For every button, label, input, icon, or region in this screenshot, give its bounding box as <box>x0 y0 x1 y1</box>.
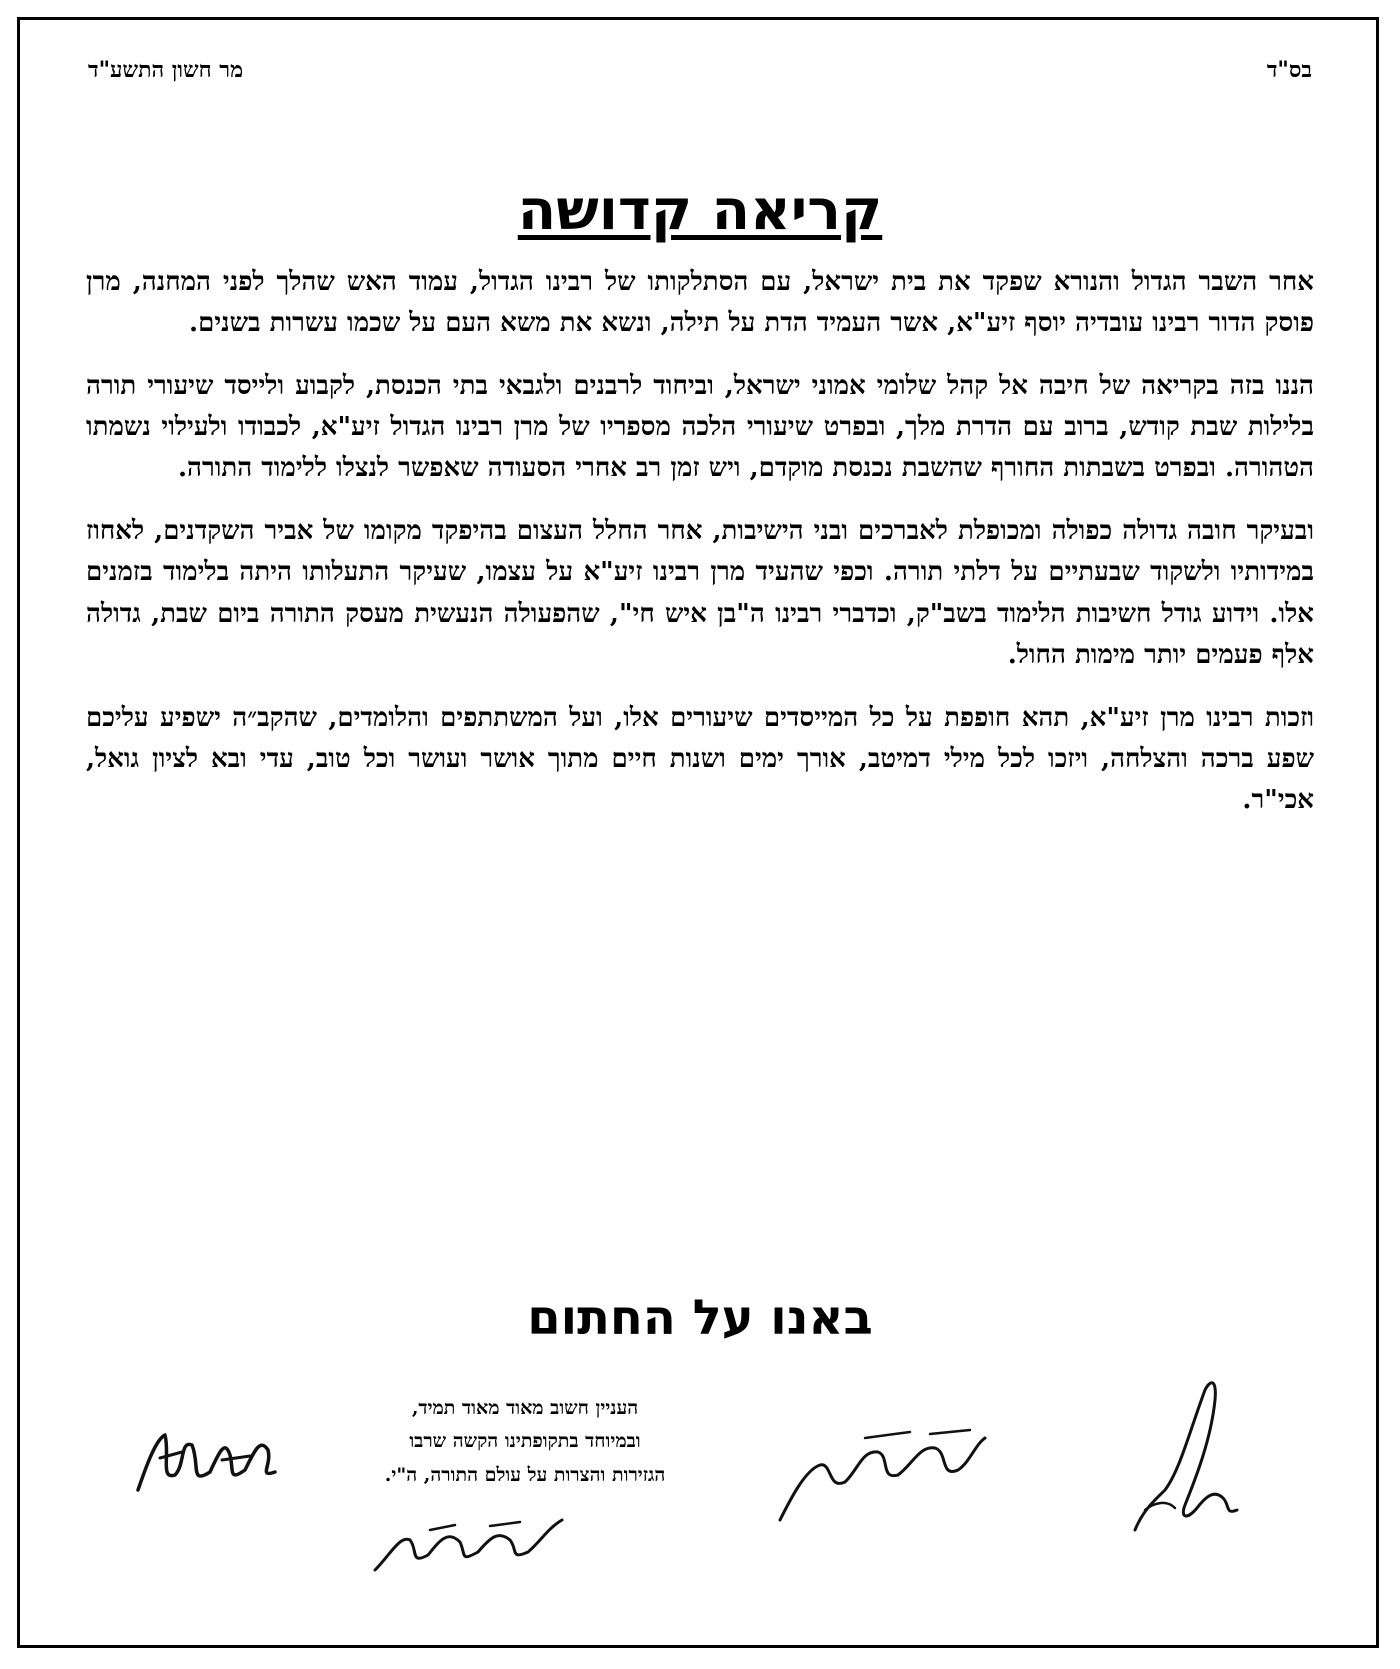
proclamation-body <box>86 262 1314 843</box>
rabbi-note-line: הגזירות והצרות על עולם התורה, ה"י. <box>384 1463 666 1486</box>
rabbi-note-line: העניין חשוב מאוד מאוד תמיד, <box>411 1397 639 1419</box>
bsd-mark: בס"ד <box>1266 57 1312 83</box>
signature-far-right-drawing <box>1125 1370 1245 1540</box>
paragraph-2: הננו בזה בקריאה של חיבה אל קהל שלומי אמוני ישראל, וביחוד לרבנים ולגבאי בתי הכנסת, לקבוע ולייסד שיעורי תורה בלילות שבת קודש, ברוב עם הדרת מלך, ובפרט שיעורי הלכה מספריו של מרן רבינו הגדול זיע"א, לכבודו ולעילוי נשמתו הטהורה. ובפרט בשבתות החורף שהשבת נכנסת מוקדם, ויש זמן רב אחרי הסעודה שאפשר לנצלו ללימוד התורה. <box>86 371 1314 484</box>
signatures-heading: באנו על החתום <box>527 1290 873 1346</box>
page-title-text: קריאה קדושה <box>517 178 883 243</box>
page-title <box>0 178 1400 243</box>
signature-far-right <box>1125 1370 1245 1540</box>
signature-lower-middle-left <box>370 1500 570 1580</box>
hebrew-date: מר חשון התשע"ד <box>88 57 244 83</box>
signature-far-left-drawing <box>130 1410 280 1500</box>
signature-middle-right <box>770 1420 990 1530</box>
paragraph-4: וזכות רבינו מרן זיע"א, תהא חופפת על כל המייסדים שיעורים אלו, ועל המשתתפים והלומדים, שהקב״ה ישפיע עליכם שפע ברכה והצלחה, ויזכו לכל מילי דמיטב, אורך ימים ושנות חיים מתוך אושר ועושר וכל טוב, עדי ובא לציון גואל, אכי"ר. <box>86 702 1314 815</box>
paragraph-3: ובעיקר חובה גדולה כפולה ומכופלת לאברכים ובני הישיבות, אחר החלל העצום בהיפקד מקומו של אביר השקדנים, לאחוז במידותיו ולשקוד שבעתיים על דלתי תורה. וכפי שהעיד מרן רבינו זיע"א על עצמו, שעיקר התעלותו היתה בלימוד בזמנים אלו. וידוע גודל חשיבות הלימוד בשב"ק, וכדברי רבינו ה"בן איש חי", שהפעולה הנעשית מעסק התורה ביום שבת, גדולה אלף פעמים יותר מימות החול. <box>86 516 1314 670</box>
paragraph-1: אחר השבר הגדול והנורא שפקד את בית ישראל, עם הסתלקותו של רבינו הגדול, עמוד האש שהלך לפני המחנה, מרן פוסק הדור רבינו עובדיה יוסף זיע"א, אשר העמיד הדת על תילה, ונשא את משא העם על שכמו עשרות בשנים. <box>86 267 1314 339</box>
rabbi-note <box>300 1392 750 1492</box>
signature-middle-right-drawing <box>770 1420 990 1530</box>
signature-far-left <box>130 1410 280 1500</box>
rabbi-note-line: ובמיוחד בתקופתינו הקשה שרבו <box>409 1430 641 1453</box>
signature-lower-middle-left-drawing <box>370 1500 570 1580</box>
